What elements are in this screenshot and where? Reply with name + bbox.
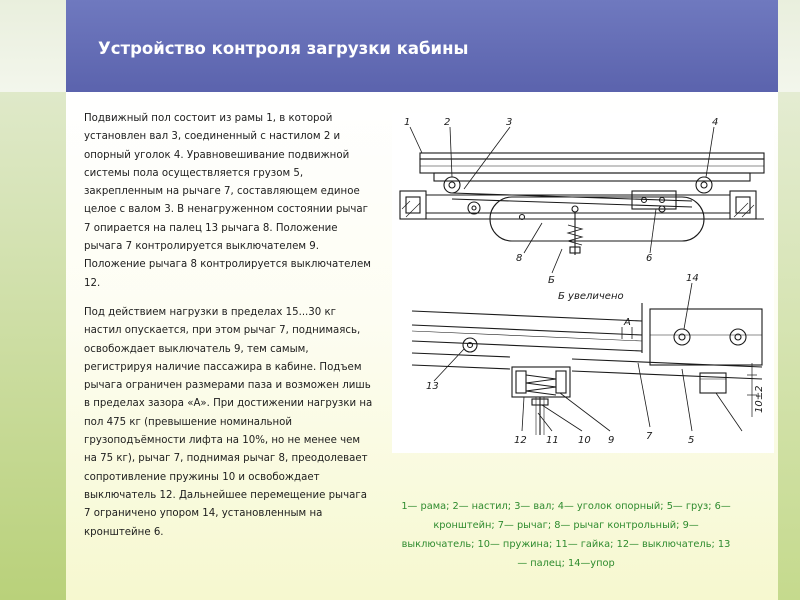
right-decor-band <box>778 92 800 600</box>
figure-caption: 1— рама; 2— настил; 3— вал; 4— уголок опорный; 5— груз; 6—кронштейн; 7— рычаг; 8— рычаг контрольный; 9— выключатель; 10— пружина; 11— гайка; 12— выключатель; 13— палец; 14—упор <box>401 501 731 569</box>
top-label-4: 4 <box>712 117 719 128</box>
top-label-3: 3 <box>506 117 513 128</box>
detail-title: Б увеличено <box>558 291 624 302</box>
drawing-svg <box>392 113 774 453</box>
detail-label-7: 7 <box>646 431 653 442</box>
detail-label-13: 13 <box>426 381 439 392</box>
left-decor-band <box>0 92 66 600</box>
detail-label-11: 11 <box>546 435 559 446</box>
technical-drawing <box>392 113 774 453</box>
top-label-1: 1 <box>404 117 411 128</box>
detail-label-14: 14 <box>686 273 699 284</box>
paragraph-1: Подвижный пол состоит из рамы 1, в которой установлен вал 3, соединенный с настилом 2 и опорный уголок 4. Уравновешивание подвижной системы пола осуществляется грузом 5, закрепленным на рычаге 7, составляющем единое целое с валом 3. В ненагруженном состоянии рычаг 7 опирается на палец 13 рычага 8. Положение рычага 7 контролируется выключателем 9. Положение рычага 8 контролируется выключателем 12. <box>84 113 371 289</box>
body-text <box>84 110 376 553</box>
dimension-label: 10±2 <box>754 385 765 413</box>
top-label-2: 2 <box>444 117 451 128</box>
detail-label-a: А <box>624 317 631 328</box>
detail-label-9: 9 <box>608 435 615 446</box>
detail-label-10: 10 <box>578 435 591 446</box>
top-label-6: 6 <box>646 253 653 264</box>
paragraph-2: Под действием нагрузки в пределах 15...30 кг настил опускается, при этом рычаг 7, поднимаясь, освобождает выключатель 9, тем самым, регистрируя наличие пассажира в кабине. Подъем рычага ограничен размерами паза и возможен лишь в пределах зазора «А». При достижении нагрузки на пол 475 кг (превышение номинальной грузоподъёмности лифта на 10%, но не менее чем на 75 кг), рычаг 7, поднимая рычаг 8, преодолевает сопротивление пружины 10 и освобождает выключатель 12. Дальнейшее перемещение рычага 7 ограничено упором 14, установленным на кронштейне 6. <box>84 306 373 538</box>
top-label-8: 8 <box>516 253 523 264</box>
top-label-b: Б <box>548 275 555 286</box>
slide-title: Устройство контроля загрузки кабины <box>98 39 469 58</box>
detail-label-12: 12 <box>514 435 527 446</box>
detail-label-5: 5 <box>688 435 695 446</box>
